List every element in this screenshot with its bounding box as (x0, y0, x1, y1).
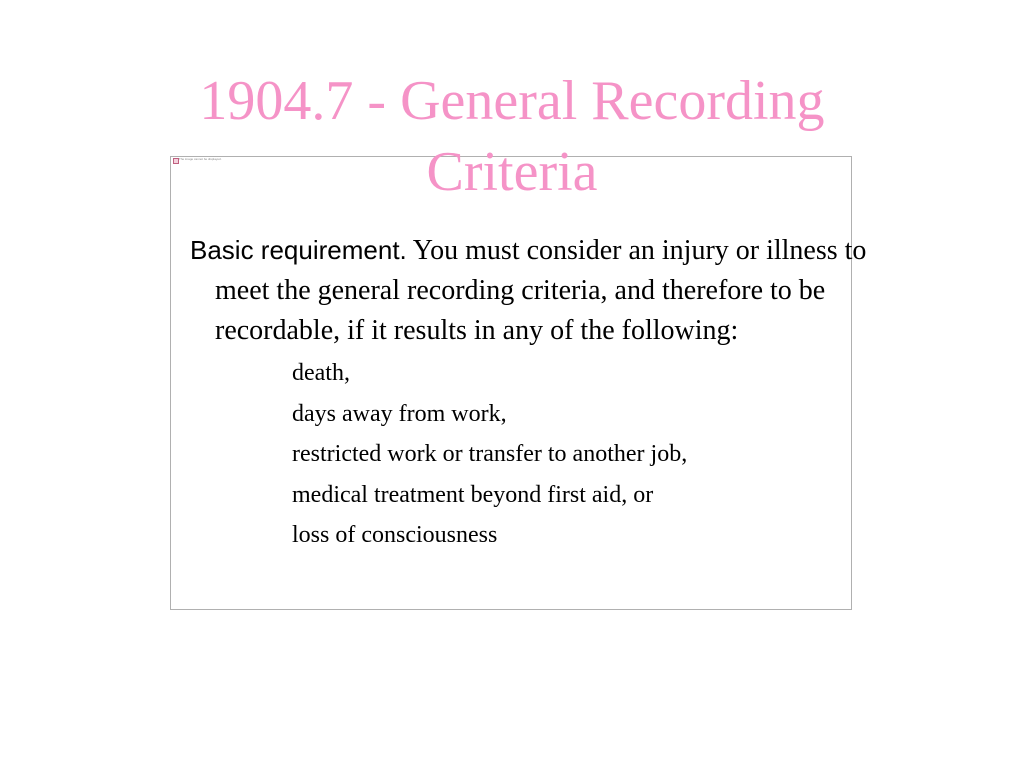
list-item: medical treatment beyond first aid, or (292, 481, 654, 508)
list-item: death, (292, 360, 350, 386)
lead-paragraph (190, 230, 920, 351)
image-placeholder-caption: The image cannot be displayed. (179, 157, 222, 161)
list-item: days away from work, (292, 400, 507, 427)
slide-body (190, 230, 920, 556)
list-item: loss of consciousness (292, 522, 498, 548)
list-item: restricted work or transfer to another job, (292, 441, 688, 467)
criteria-list (190, 353, 920, 556)
lead-label: Basic requirement. (190, 235, 407, 265)
lead-text: You must consider an injury or illness to meet the general recording criteria, and therefore to be recordable, if it results in any of the following: (215, 235, 867, 346)
slide-title: 1904.7 - General Recording Criteria (199, 70, 825, 203)
